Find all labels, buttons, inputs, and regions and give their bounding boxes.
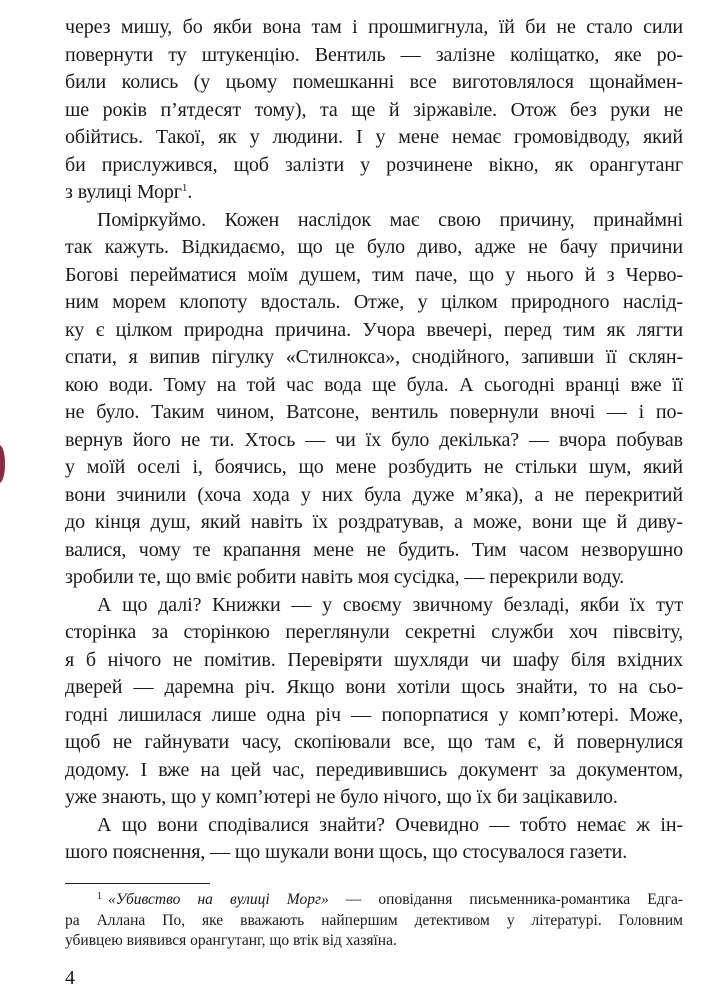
text-line: ку є цілком природна причина. Учора ввечері, перед тим як лягти	[65, 318, 683, 341]
page-edge-bookmark	[0, 445, 5, 483]
footnote-reference[interactable]: 1	[181, 182, 188, 194]
footnote-marker: 1	[97, 891, 102, 902]
text-line: кою води. Тому на той час вода ще була. А сьогодні вранці вже її	[65, 373, 683, 396]
text-line: Поміркуймо. Кожен наслідок має свою причину, принаймні	[97, 208, 683, 231]
text-line: не було. Таким чином, Ватсоне, вентиль повернули вночі — і по-	[65, 401, 683, 423]
text-line: додому. І вже на цей час, передивившись документ за документом,	[65, 758, 683, 781]
footnote-line: убивцею виявився орангутанг, що втік від хазяїна.	[65, 932, 397, 949]
text-line: годні лишилася лише одна річ — попорпатися у комп’ютері. Може,	[65, 703, 683, 726]
text-line: спати, я випив пігулку «Стилнокса», снодійного, запивши її склян-	[65, 346, 683, 368]
text-line: так кажуть. Відкидаємо, що це було диво, адже не бачу причини	[65, 236, 683, 258]
text-line: А що вони сподівалися знайти? Очевидно — тобто немає ж ін-	[97, 813, 683, 836]
footnote-divider	[65, 883, 210, 884]
text-line: били колись (у цьому помешканні все виготовлялося щонаймен-	[65, 71, 683, 93]
text-line: щоб не гайнувати часу, скопіювали все, що там є, й повернулися	[65, 731, 683, 753]
text-line: я б нічого не помітив. Перевіряти шухляди чи шафу біля вхідних	[65, 648, 683, 671]
text-line: уже знають, що у комп’ютері не було нічого, що їх би зацікавило.	[65, 786, 618, 808]
text-line: обійтись. Такої, як у людини. І у мене немає громовідводу, який	[65, 126, 683, 148]
text-line: вони зчинили (хоча хода у них була дуже м’яка), а не перекритий	[65, 483, 683, 506]
text-line: ше років п’ятдесят тому), та ще й зіржавіле. Отож без руки не	[65, 98, 683, 121]
text-line: у моїй оселі і, боячись, що мене розбудить не стільки шум, який	[65, 456, 683, 478]
text-line: до кінця душ, який навіть їх роздратував, а може, вони ще й диву-	[65, 511, 683, 533]
footnote	[65, 890, 683, 952]
text-line: зробили те, що вміє робити навіть моя сусідка, — перекрили воду.	[65, 566, 625, 588]
page-number: 4	[65, 967, 75, 989]
text-line: ним морем клопоту вдосталь. Отже, у цілком природного наслід-	[65, 291, 683, 313]
main-text	[65, 14, 683, 867]
paragraph	[65, 207, 683, 592]
text-line: дверей — даремна річ. Якщо вони хотіли щось знайти, то на сьо-	[65, 676, 683, 698]
paragraph	[65, 812, 683, 867]
text-line: з вулиці Морг$^1$.	[65, 181, 193, 203]
text-line: валися, чому те крапання мене не будить. Тим часом незворушно	[65, 538, 683, 561]
text-line: шого пояснення, — що шукали вони щось, що стосувалося газети.	[65, 841, 628, 863]
footnote-line: ра Аллана По, яке вважають найпершим детективом у літературі. Головним	[65, 911, 683, 929]
text-line: вернув його не ти. Хтось — чи їх було декілька? — вчора побував	[65, 428, 683, 451]
text-line: сторінка за сторінкою переглянули секретні служби хоч півсвіту,	[65, 621, 683, 643]
footnote-title: «Убивство на вулиці Морг»	[108, 891, 329, 908]
text-line: повернути ту штукенцію. Вентиль — залізне коліщатко, яке ро-	[65, 43, 683, 66]
text-line: А що далі? Книжки — у своєму звичному безладі, якби їх тут	[97, 593, 683, 616]
text-line: би прислужився, щоб залізти у розчинене вікно, як орангутанг	[65, 153, 683, 176]
paragraph	[65, 14, 683, 207]
text-line: Богові перейматися моїм душем, тим паче, що у нього й з Черво-	[65, 263, 683, 286]
text-line: через мишу, бо якби вона там і прошмигнула, їй би не стало сили	[65, 16, 683, 38]
paragraph	[65, 592, 683, 812]
footnote-line: $^1$ «Убивство на вулиці Морг» — оповідання письменника-романтика Едга-	[97, 891, 684, 908]
